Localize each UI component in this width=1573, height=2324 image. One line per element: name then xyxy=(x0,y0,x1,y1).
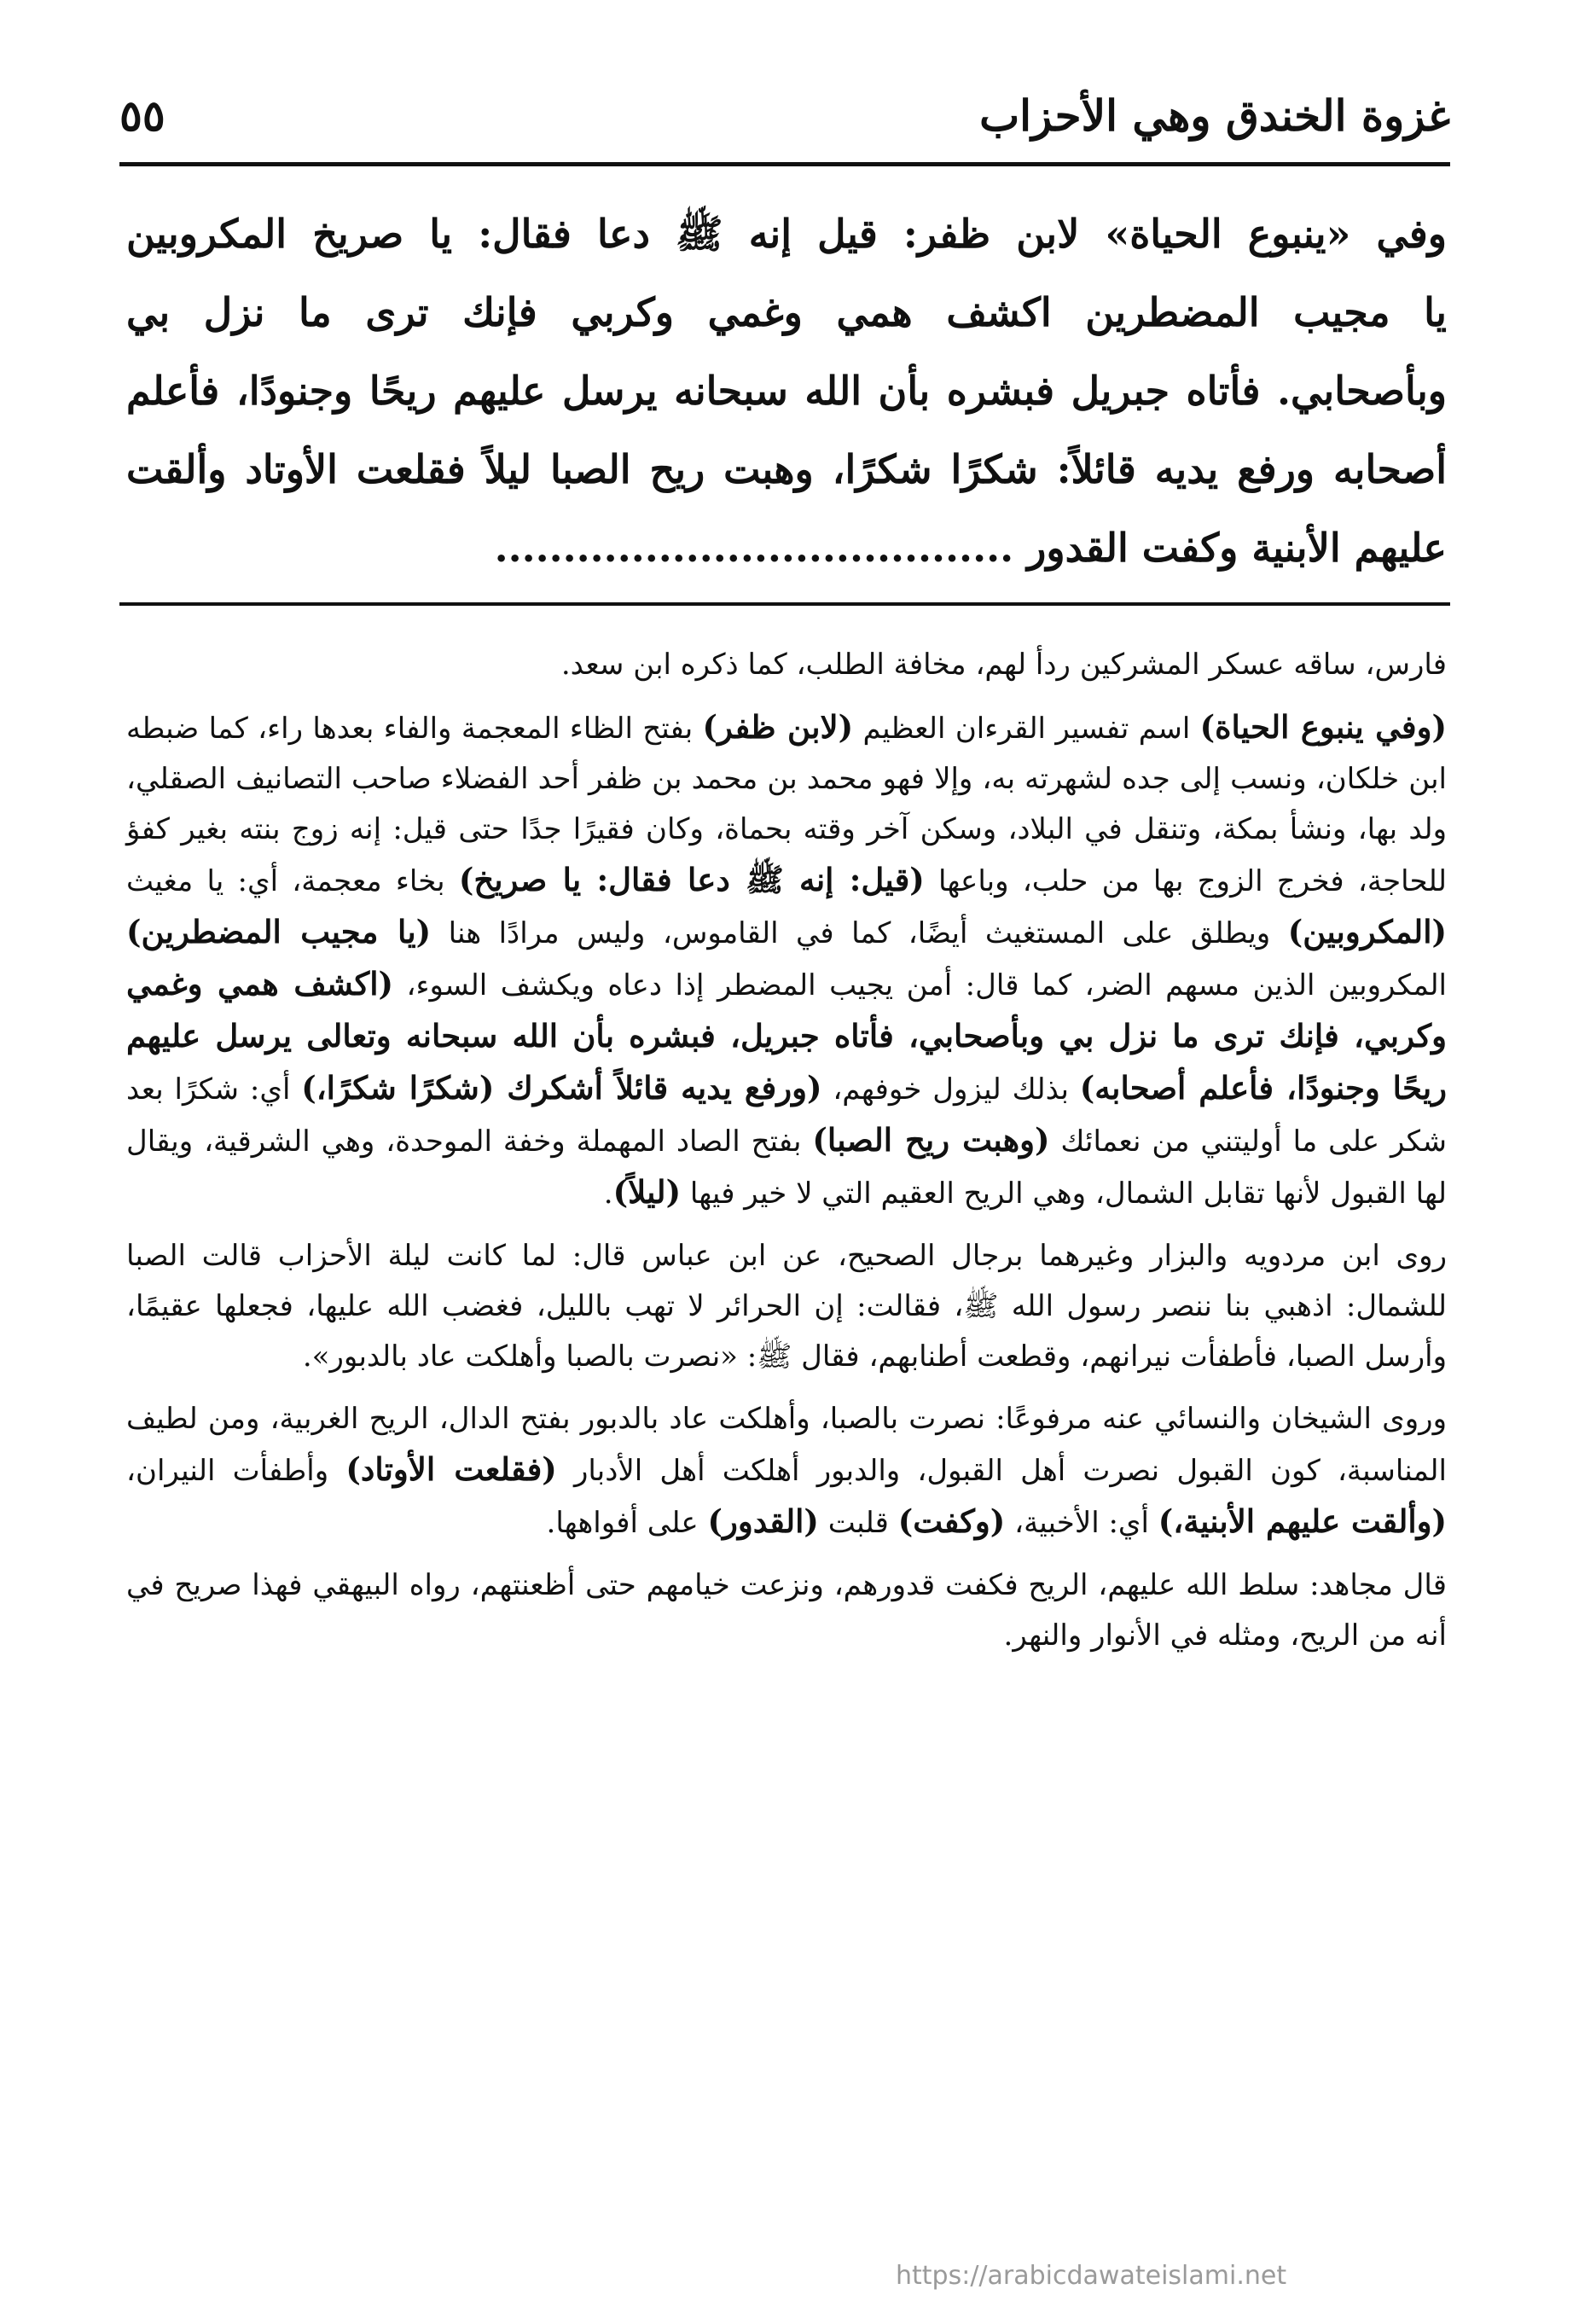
quoted-phrase: (اكشف همي وغمي وكربي، فإنك ترى ما نزل بي وبأصحابي، فأتاه جبريل، فبشره بأن الله سبحانه وتعالى يرسل عليهم ريحًا وجنودًا، فأعلم أصحابه) xyxy=(126,965,1447,1107)
quoted-phrase: (ورفع يديه قائلاً أشكرك (شكرًا شكرًا،) xyxy=(301,1069,822,1107)
quoted-phrase: (المكروبين) xyxy=(1287,913,1447,950)
quoted-phrase: (وكفت) xyxy=(897,1502,1006,1540)
commentary-paragraph xyxy=(126,1394,1447,1548)
commentary-text: ويطلق على المستغيث أيضًا، كما في القاموس، وليس مرادًا هنا xyxy=(431,916,1288,950)
quoted-phrase: (وهبت ريح الصبا) xyxy=(812,1121,1050,1159)
quoted-phrase: (وفي ينبوع الحياة) xyxy=(1199,708,1447,746)
quoted-phrase: (لابن ظفر) xyxy=(702,708,854,746)
section-divider xyxy=(119,602,1450,606)
commentary-paragraph xyxy=(126,702,1447,1219)
main-text-line: وبأصحابي. فأتاه جبريل فبشره بأن الله سبحانه يرسل عليهم ريحًا وجنودًا، فأعلم xyxy=(126,368,1447,414)
commentary-text: روى ابن مردويه والبزار وغيرهما برجال الصحيح، عن ابن عباس قال: لما كانت ليلة الأحزاب قالت الصبا للشمال: اذهبي بنا ننصر رسول الله ﷺ، فقالت: إن الحرائر لا تهب بالليل، فغضب الله عليها، فجعلها عقيمًا، وأرسل الصبا، فأطفأت نيرانهم، وقطعت أطنابهم، فقال ﷺ: «نصرت بالصبا وأهلكت عاد بالدبور». xyxy=(126,1239,1447,1374)
quoted-phrase: (وألقت عليهم الأبنية،) xyxy=(1158,1502,1447,1540)
quoted-phrase: (القدور) xyxy=(707,1502,819,1540)
commentary-text: على أفواهها. xyxy=(546,1506,708,1540)
commentary-text: بخاء معجمة، أي: يا مغيث xyxy=(126,864,459,898)
commentary-text: أي: الأخبية، xyxy=(1005,1506,1158,1540)
watermark-url: https://arabicdawateislami.net xyxy=(896,2261,1287,2291)
commentary-text: أي: شكرًا بعد شكر على ما أوليتني من نعمائك xyxy=(126,1072,1447,1159)
commentary-text: المكروبين الذين مسهم الضر، كما قال: أمن يجيب المضطر إذا دعاه ويكشف السوء، xyxy=(393,968,1448,1002)
commentary-block xyxy=(126,640,1447,1673)
main-text-line: أصحابه ورفع يديه قائلاً: شكرًا شكرًا، وهبت ريح الصبا ليلاً فقلعت الأوتاد وألقت xyxy=(126,446,1447,492)
quoted-phrase: (قيل: إنه ﷺ دعا فقال: يا صريخ) xyxy=(458,861,925,898)
main-text-line xyxy=(126,508,1447,587)
commentary-text: وأطفأت النيران، xyxy=(126,1454,346,1488)
quoted-phrase: (فقلعت الأوتاد) xyxy=(345,1450,557,1488)
page-number: ٥٥ xyxy=(119,90,165,141)
commentary-text: بذلك ليزول خوفهم، xyxy=(821,1072,1080,1107)
commentary-paragraph xyxy=(126,1560,1447,1661)
commentary-text: قال مجاهد: سلط الله عليهم، الريح فكفت قدورهم، ونزعت خيامهم حتى أظعنتهم، رواه البيهقي فهذا صريح في أنه من الريح، ومثله في الأنوار والنهر. xyxy=(126,1568,1447,1653)
continuation-dots: ...................................... xyxy=(494,525,1014,571)
main-text-line: يا مجيب المضطرين اكشف همي وغمي وكربي فإنك ترى ما نزل بي xyxy=(126,289,1447,335)
commentary-text: اسم تفسير القرءان العظيم xyxy=(853,712,1200,746)
commentary-text: فارس، ساقه عسكر المشركين ردأ لهم، مخافة الطلب، كما ذكره ابن سعد. xyxy=(560,648,1447,682)
commentary-paragraph xyxy=(126,640,1447,690)
commentary-text: . xyxy=(603,1177,613,1211)
main-text-line: وفي «ينبوع الحياة» لابن ظفر: قيل إنه ﷺ دعا فقال: يا صريخ المكروبين xyxy=(126,211,1447,257)
main-text-last-words: عليهم الأبنية وكفت القدور xyxy=(1027,525,1447,571)
commentary-paragraph xyxy=(126,1231,1447,1382)
header-rule xyxy=(119,162,1450,166)
commentary-text: بفتح الظاء المعجمة والفاء بعدها راء، كما ضبطه ابن خلكان، ونسب إلى جده لشهرته به، وإلا فهو محمد بن محمد بن ظفر أحد الفضلاء صاحب التصانيف الصقلي، ولد بها، ونشأ بمكة، وتنقل في البلاد، وسكن آخر وقته بحماة، وكان فقيرًا جدًا حتى قيل: إنه زوج بنته بغير كفؤ للحاجة، فخرج الزوج بها من حلب، وباعها xyxy=(126,712,1448,898)
quoted-phrase: (يا مجيب المضطرين) xyxy=(126,913,432,950)
commentary-text: قلبت xyxy=(818,1506,898,1540)
main-text-block xyxy=(126,195,1447,587)
running-head xyxy=(119,81,1450,149)
commentary-text: بفتح الصاد المهملة وخفة الموحدة، وهي الشرقية، ويقال لها القبول لأنها تقابل الشمال، وهي الريح العقيم التي لا خير فيها xyxy=(126,1124,1447,1211)
quoted-phrase: (ليلاً) xyxy=(612,1173,682,1211)
chapter-title: غزوة الخندق وهي الأحزاب xyxy=(979,90,1450,141)
commentary-text: وروى الشيخان والنسائي عنه مرفوعًا: نصرت بالصبا، وأهلكت عاد بالدبور بفتح الدال، الريح الغربية، ومن لطيف المناسبة، كون القبول نصرت أهل القبول، والدبور أهلكت أهل الأدبار xyxy=(126,1402,1447,1488)
